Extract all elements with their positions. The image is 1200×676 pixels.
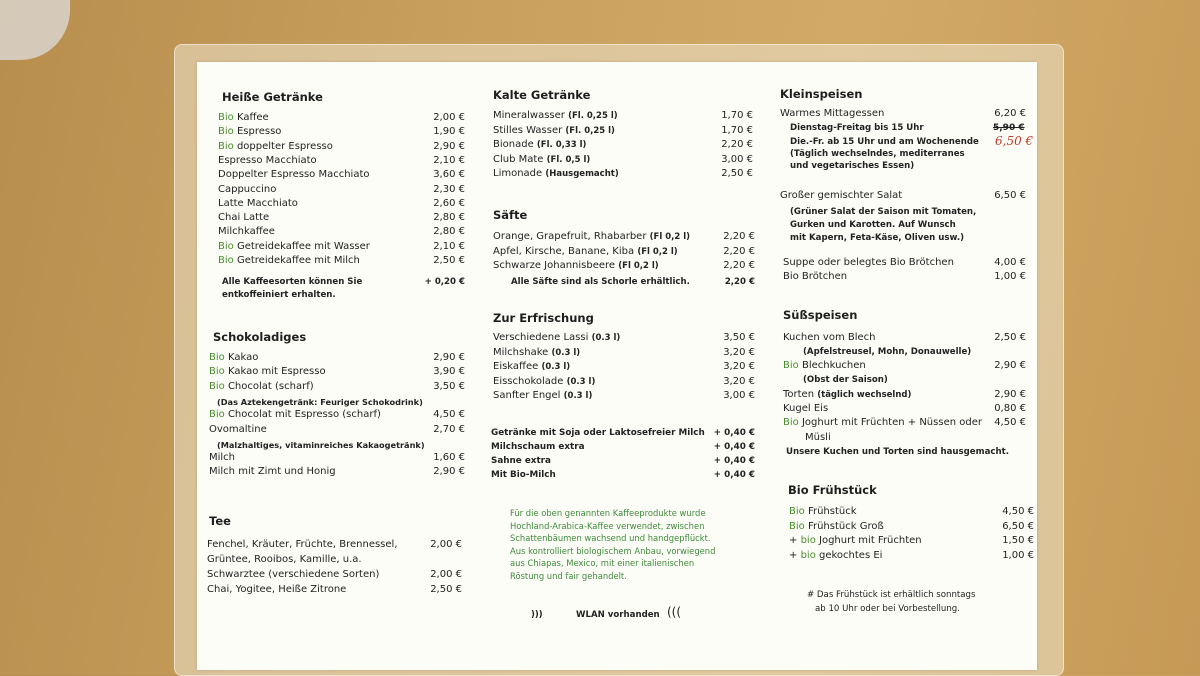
item-quantity: (Fl 0,2 l) <box>649 232 691 242</box>
menu-item-row <box>493 246 755 257</box>
coffee-origin-line: Aus kontrolliert biologischem Anbau, vorwiegend <box>510 545 716 556</box>
coffee-origin-line: aus Chiapas, Mexico, mit einer italienischen <box>510 558 695 568</box>
item-name: Frühstück <box>807 506 857 517</box>
item-name: Milchschaum extra <box>491 442 585 452</box>
menu-item-name <box>493 361 723 372</box>
menu-item-row <box>493 110 753 121</box>
item-name: Chai, Yogitee, Heiße Zitrone <box>207 584 347 595</box>
item-quantity: (Fl 0,2 l) <box>637 246 678 257</box>
menu-item-row <box>789 521 1034 532</box>
item-name: Sanfter Engel <box>493 390 561 401</box>
menu-item-price: 2,90 € <box>433 466 465 478</box>
menu-item-row <box>218 241 465 252</box>
item-quantity: (Fl. 0,5 l) <box>546 154 591 165</box>
menu-item-name <box>493 332 723 343</box>
menu-item-price: 1,70 € <box>721 110 753 121</box>
menu-item-price: 2,50 € <box>433 255 465 266</box>
item-name: Milchkaffee <box>218 226 275 238</box>
menu-item-name <box>491 442 714 452</box>
menu-item-row <box>789 550 1034 561</box>
bio-label: bio <box>800 535 816 546</box>
menu-item-name <box>789 535 1002 546</box>
eis-name: Kugel Eis <box>783 403 829 414</box>
item-quantity: (Fl. 0,25 l) <box>568 111 618 121</box>
menu-item-row <box>789 535 1034 546</box>
fruehstueck-note-line2: ab 10 Uhr oder bei Vorbestellung. <box>815 604 960 614</box>
menu-item-row <box>493 139 753 150</box>
item-description: (Das Aztekengetränk: Feuriger Schokodrink) <box>217 396 423 407</box>
menu-item-name <box>218 155 433 166</box>
item-name: Grüntee, Rooibos, Kamille, u.a. <box>207 554 362 565</box>
item-name: Ovomaltine <box>209 423 267 435</box>
menu-item-name <box>491 470 714 480</box>
heading-zur-erfrischung: Zur Erfrischung <box>493 311 594 325</box>
mittag-row <box>780 108 1026 119</box>
bio-label: Bio <box>783 417 799 428</box>
bio-label: Bio <box>209 380 225 392</box>
suppe-name: Suppe oder belegtes Bio Brötchen <box>783 257 954 268</box>
menu-item-price: 2,80 € <box>433 212 465 224</box>
mittag-sub4: und vegetarisches Essen) <box>790 161 915 171</box>
item-name: Chocolat mit Espresso (scharf) <box>227 409 381 421</box>
bio-label: Bio <box>783 360 799 371</box>
menu-item-price: + 0,40 € <box>713 442 755 452</box>
menu-item-price: 3,60 € <box>433 169 465 181</box>
menu-item-row <box>207 569 462 580</box>
kuchen-row <box>783 332 1026 343</box>
item-name: Kaffee <box>236 112 269 123</box>
bio-label: Bio <box>209 366 225 378</box>
menu-item-name <box>493 246 723 257</box>
bio-label: Bio <box>209 409 225 421</box>
menu-item-row <box>493 260 755 271</box>
blechkuchen-row <box>783 360 1026 371</box>
menu-item-name <box>218 255 433 266</box>
menu-item-name <box>491 428 714 438</box>
salat-sub2: Gurken und Karotten. Auf Wunsch <box>790 220 956 230</box>
mittag-sub3: (Täglich wechselndes, mediterranes <box>790 149 965 159</box>
menu-item-price: 1,70 € <box>721 124 753 136</box>
item-name: Bionade <box>493 139 534 150</box>
mittag-price: 6,20 € <box>994 108 1026 119</box>
salat-price: 6,50 € <box>994 190 1026 201</box>
item-name: Espresso Macchiato <box>218 154 317 166</box>
menu-item-name <box>493 168 721 179</box>
item-name: Schwarztee (verschiedene Sorten) <box>207 569 380 580</box>
menu-item-row <box>207 554 462 565</box>
menu-item-name <box>493 231 723 242</box>
menu-item-name <box>493 390 723 401</box>
blechkuchen-sub: (Obst der Saison) <box>803 375 888 385</box>
wifi-right-icon: ((( <box>667 605 682 619</box>
joghurt-row <box>783 417 1026 428</box>
item-quantity: (Fl. 0,33 l) <box>536 140 587 150</box>
mittag-name: Warmes Mittagessen <box>780 108 885 119</box>
menu-item-row <box>493 332 755 343</box>
bio-label: Bio <box>209 352 225 363</box>
item-name: Espresso <box>236 126 282 138</box>
menu-item-name <box>218 126 433 137</box>
menu-item-name <box>207 569 430 580</box>
menu-item-price: 3,20 € <box>723 375 755 387</box>
item-name: Joghurt mit Früchten <box>819 535 922 546</box>
menu-item-name <box>218 212 433 223</box>
bio-label: Bio <box>218 126 234 138</box>
salat-sub1: (Grüner Salat der Saison mit Tomaten, <box>790 207 977 217</box>
menu-item-row <box>218 141 465 152</box>
mittag-sub1: Dienstag-Freitag bis 15 Uhr <box>790 123 924 133</box>
mittag-sub2: Die.-Fr. ab 15 Uhr und am Wochenende <box>790 137 979 147</box>
menu-item-price: 1,60 € <box>433 452 465 464</box>
menu-item-row <box>207 584 462 595</box>
item-name: Club Mate <box>493 153 544 165</box>
item-name: Chocolat (scharf) <box>227 380 314 392</box>
mittag-old-price: 5,90 € <box>993 123 1025 133</box>
heading-kleinspeisen: Kleinspeisen <box>780 87 863 101</box>
menu-item-name <box>491 456 714 466</box>
salat-sub3: mit Kapern, Feta-Käse, Oliven usw.) <box>790 233 965 243</box>
menu-item-price: + 0,40 € <box>713 456 755 466</box>
schorle-price: 2,20 € <box>724 277 755 287</box>
menu-item-name <box>209 424 433 435</box>
item-name: Orange, Grapefruit, Rhabarber <box>493 231 647 242</box>
menu-item-name <box>789 521 1002 532</box>
bio-label: Bio <box>218 140 234 152</box>
kuchen-price: 2,50 € <box>994 332 1026 343</box>
item-name: Frühstück Groß <box>807 520 884 532</box>
item-name: Stilles Wasser <box>493 124 563 136</box>
cloth-corner <box>0 0 70 60</box>
menu-item-name <box>207 584 430 595</box>
menu-item-name <box>218 169 433 180</box>
broetchen-price: 1,00 € <box>994 271 1026 282</box>
menu-item-row <box>491 470 755 480</box>
menu-item-price: 2,50 € <box>721 168 753 179</box>
bio-label: Bio <box>218 240 234 252</box>
menu-item-price: 3,00 € <box>721 153 753 165</box>
menu-item-row <box>218 126 465 137</box>
fruehstueck-note-line1: # Das Frühstück ist erhältlich sonntags <box>807 590 976 600</box>
mittag-handwritten-price: 6,50 € <box>995 134 1034 148</box>
menu-item-price: 3,20 € <box>723 346 755 358</box>
wifi-left-icon: ))) <box>531 610 543 620</box>
menu-sheet <box>197 62 1037 670</box>
coffee-origin-note <box>510 507 750 582</box>
coffee-origin-line: Hochland-Arabica-Kaffee verwendet, zwischen <box>510 520 705 531</box>
torten-row <box>783 389 1026 400</box>
plus-sign: + <box>789 549 801 561</box>
menu-item-name <box>209 452 433 463</box>
menu-item-price: 4,50 € <box>433 409 465 421</box>
bio-label: Bio <box>218 112 234 123</box>
menu-item-row <box>209 409 465 420</box>
joghurt-name2: Müsli <box>805 432 831 443</box>
item-quantity: (0.3 l) <box>551 347 581 358</box>
item-name: Eisschokolade <box>493 375 564 387</box>
plus-sign: + <box>789 535 801 546</box>
menu-item-price: 2,50 € <box>430 584 462 595</box>
menu-item-price: 3,00 € <box>723 390 755 401</box>
menu-item-price: 3,90 € <box>433 366 465 378</box>
menu-item-price: 1,50 € <box>1002 535 1034 546</box>
item-description: (Malzhaltiges, vitaminreiches Kakaogetränk) <box>217 439 425 450</box>
bio-label: Bio <box>789 520 805 532</box>
eis-price: 0,80 € <box>994 403 1026 414</box>
menu-item-name <box>493 376 723 387</box>
torten-price: 2,90 € <box>994 389 1026 400</box>
menu-item-price: 2,20 € <box>723 260 755 271</box>
menu-item-row <box>218 226 465 237</box>
menu-item-price: 2,60 € <box>433 197 465 209</box>
menu-item-price: 2,20 € <box>723 245 755 257</box>
menu-item-name <box>209 352 433 363</box>
menu-item-row <box>493 125 753 136</box>
broetchen-name: Bio Brötchen <box>783 271 848 282</box>
menu-item-price: 2,10 € <box>433 154 465 166</box>
menu-item-name <box>218 198 433 209</box>
menu-item-price: 2,00 € <box>433 112 465 123</box>
menu-item-name <box>218 241 433 252</box>
menu-item-price: + 0,40 € <box>713 428 755 438</box>
suppe-row <box>783 257 1026 268</box>
item-name: Mit Bio-Milch <box>491 470 556 480</box>
kuchen-name: Kuchen vom Blech <box>783 332 876 343</box>
menu-item-row <box>493 168 753 179</box>
menu-item-name <box>209 366 433 377</box>
decaf-note-line2: entkoffeiniert erhalten. <box>222 290 336 300</box>
broetchen-row <box>783 271 1026 282</box>
menu-item-row <box>209 352 465 363</box>
menu-item-row <box>209 381 465 392</box>
blechkuchen-name: Blechkuchen <box>801 360 866 371</box>
menu-item-name <box>493 110 721 121</box>
salat-name: Großer gemischter Salat <box>780 190 903 201</box>
menu-item-price: 3,20 € <box>723 361 755 372</box>
menu-item-price: 1,90 € <box>433 126 465 138</box>
kuchen-sub: (Apfelstreusel, Mohn, Donauwelle) <box>803 347 972 357</box>
menu-item-row <box>218 212 465 223</box>
torten-name-wrap <box>783 389 994 400</box>
item-quantity: (0.3 l) <box>541 362 571 372</box>
eis-row <box>783 403 1026 414</box>
heading-kalte-getraenke: Kalte Getränke <box>493 88 591 102</box>
joghurt-name: Joghurt mit Früchten + Nüssen oder <box>801 417 982 428</box>
menu-item-name <box>789 506 1002 517</box>
item-name: Fenchel, Kräuter, Früchte, Brennessel, <box>207 539 398 550</box>
menu-item-row <box>493 361 755 372</box>
torten-name: Torten <box>783 389 815 400</box>
menu-item-row <box>218 169 465 180</box>
item-name: Kakao mit Espresso <box>227 366 326 378</box>
item-name: Eiskaffee <box>493 361 539 372</box>
item-name: Getränke mit Soja oder Laktosefreier Milch <box>491 428 705 438</box>
menu-item-row <box>218 112 465 123</box>
menu-item-row <box>493 376 755 387</box>
blechkuchen-name-wrap <box>783 360 994 371</box>
item-quantity: (0.3 l) <box>566 376 596 387</box>
item-name: Apfel, Kirsche, Banane, Kiba <box>493 245 635 257</box>
item-name: doppelter Espresso <box>236 140 333 152</box>
menu-item-row <box>207 539 462 550</box>
menu-item-price: 2,70 € <box>433 423 465 435</box>
item-quantity: (0.3 l) <box>591 333 621 343</box>
blechkuchen-price: 2,90 € <box>994 360 1026 371</box>
menu-item-price: 2,10 € <box>433 240 465 252</box>
menu-item-row <box>209 366 465 377</box>
menu-item-row <box>209 424 465 435</box>
menu-item-price: 3,50 € <box>723 332 755 343</box>
decaf-note-line1: Alle Kaffeesorten können Sie <box>222 277 363 287</box>
item-name: Latte Macchiato <box>218 197 298 209</box>
item-name: Cappuccino <box>218 183 277 195</box>
menu-item-row <box>493 390 755 401</box>
item-name: Limonade <box>493 168 543 179</box>
item-name: Milchshake <box>493 346 549 358</box>
menu-item-name <box>218 226 433 237</box>
menu-item-price: 2,80 € <box>433 226 465 238</box>
coffee-origin-line: Schattenbäumen wachsend und handgepflückt. <box>510 533 711 543</box>
menu-item-name <box>218 141 433 152</box>
bio-label: bio <box>800 549 816 561</box>
coffee-origin-line: Für die oben genannten Kaffeeprodukte wurde <box>510 508 706 518</box>
menu-item-row <box>493 347 755 358</box>
menu-item-row <box>218 255 465 266</box>
item-name: Verschiedene Lassi <box>493 332 589 343</box>
bio-label: Bio <box>218 255 234 266</box>
menu-item-name <box>493 125 721 136</box>
item-quantity: (Hausgemacht) <box>545 169 619 179</box>
hausgemacht-note: Unsere Kuchen und Torten sind hausgemacht. <box>786 447 1009 457</box>
menu-item-price: 6,50 € <box>1002 520 1034 532</box>
menu-item-name <box>493 260 723 271</box>
menu-item-row <box>209 466 465 477</box>
menu-item-name <box>493 154 721 165</box>
item-name: Doppelter Espresso Macchiato <box>218 169 370 181</box>
item-name: Kakao <box>227 352 259 363</box>
menu-item-price: 2,30 € <box>433 183 465 195</box>
menu-item-name <box>209 466 433 477</box>
menu-item-row <box>218 184 465 195</box>
heading-heisse-getraenke: Heiße Getränke <box>222 90 323 104</box>
item-name: Schwarze Johannisbeere <box>493 260 616 271</box>
heading-suessspeisen: Süßspeisen <box>783 308 858 322</box>
menu-item-price: 1,00 € <box>1002 549 1034 561</box>
heading-bio-fruehstueck: Bio Frühstück <box>788 483 877 497</box>
menu-item-name <box>207 539 430 550</box>
menu-item-name <box>209 381 433 392</box>
menu-item-row <box>493 154 753 165</box>
menu-item-name <box>207 554 462 565</box>
heading-tee: Tee <box>209 514 231 528</box>
menu-item-row <box>218 198 465 209</box>
item-name: Milch mit Zimt und Honig <box>209 466 336 478</box>
wlan-label: WLAN vorhanden <box>576 610 660 620</box>
heading-schokoladiges: Schokoladiges <box>213 330 307 344</box>
item-quantity: (Fl 0,2 l) <box>618 261 659 271</box>
menu-item-price: 2,90 € <box>433 140 465 152</box>
salat-row <box>780 190 1026 201</box>
menu-item-price: 2,00 € <box>430 569 462 580</box>
heading-saefte: Säfte <box>493 208 528 222</box>
suppe-price: 4,00 € <box>994 257 1026 268</box>
menu-item-row <box>491 456 755 466</box>
menu-item-price: 3,50 € <box>433 380 465 392</box>
schorle-note: Alle Säfte sind als Schorle erhältlich. <box>511 277 690 287</box>
menu-item-name <box>218 112 433 123</box>
item-name: Sahne extra <box>491 456 551 466</box>
item-quantity: (Fl. 0,25 l) <box>565 125 615 136</box>
menu-item-price: 4,50 € <box>1002 506 1034 517</box>
item-name: Chai Latte <box>218 212 270 224</box>
menu-item-row <box>209 452 465 463</box>
menu-item-name <box>209 409 433 420</box>
item-name: Milch <box>209 452 236 464</box>
torten-qty: (täglich wechselnd) <box>817 390 912 400</box>
menu-item-price: + 0,40 € <box>713 470 755 480</box>
menu-item-price: 2,20 € <box>721 139 753 150</box>
joghurt-price: 4,50 € <box>994 417 1026 428</box>
menu-item-row <box>218 155 465 166</box>
item-name: Getreidekaffee mit Wasser <box>236 240 370 252</box>
joghurt-name-wrap <box>783 417 994 428</box>
menu-item-row <box>491 428 755 438</box>
menu-item-row <box>493 231 755 242</box>
menu-item-price: 2,90 € <box>433 352 465 363</box>
item-quantity: (0.3 l) <box>563 391 593 401</box>
decaf-price: + 0,20 € <box>424 277 465 287</box>
menu-item-row <box>491 442 755 452</box>
menu-item-price: 2,20 € <box>723 231 755 242</box>
menu-item-row <box>789 506 1034 517</box>
item-name: Getreidekaffee mit Milch <box>236 255 360 266</box>
menu-item-name <box>493 139 721 150</box>
menu-item-name <box>218 184 433 195</box>
item-name: Mineralwasser <box>493 110 565 121</box>
menu-item-name <box>789 550 1002 561</box>
bio-label: Bio <box>789 506 805 517</box>
coffee-origin-line: Röstung und fair gehandelt. <box>510 570 627 581</box>
menu-item-price: 2,00 € <box>430 539 462 550</box>
menu-item-name <box>493 347 723 358</box>
item-name: gekochtes Ei <box>819 549 883 561</box>
